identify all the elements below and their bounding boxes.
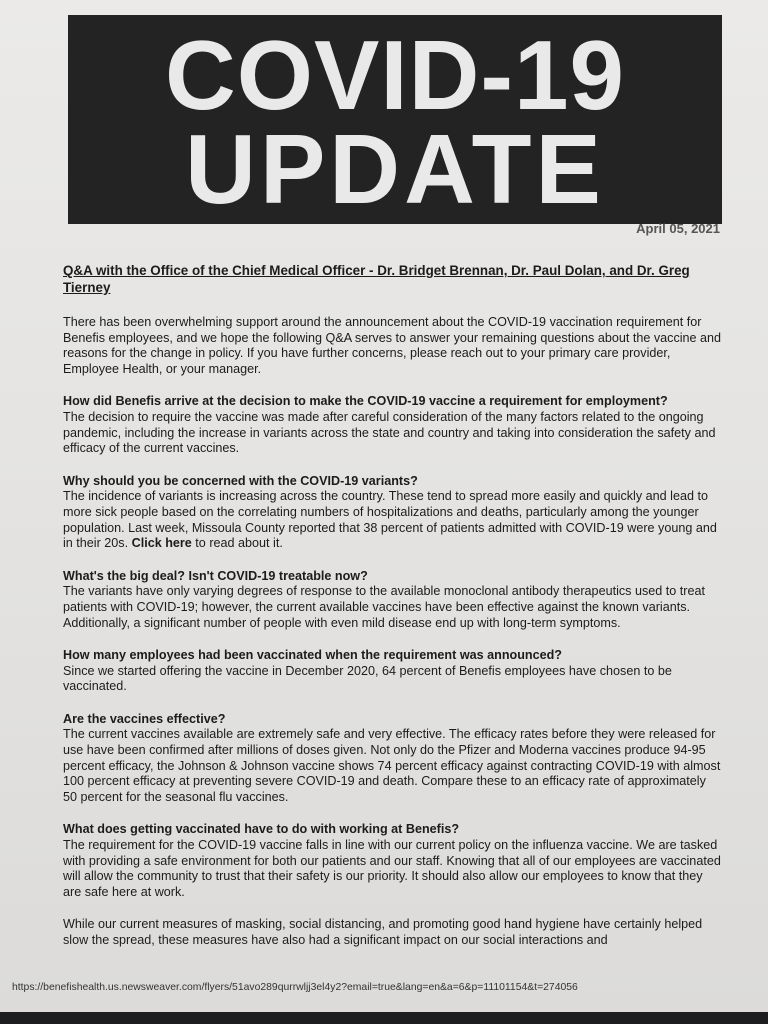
publish-date: April 05, 2021: [636, 221, 720, 236]
answer: Since we started offering the vaccine in December 2020, 64 percent of Benefis employees have chosen to be vaccinated.: [63, 663, 672, 694]
answer-text-after: to read about it.: [191, 536, 283, 551]
question: How many employees had been vaccinated when the requirement was announced?: [63, 648, 562, 663]
answer: The current vaccines available are extremely safe and very effective. The efficacy rates before they were released for use have been confirmed after millions of doses given. Not only do the Pfizer and Moderna vaccines produce 94-95 percent efficacy, the Johnson & Johnson vaccine shows 74 percent efficacy against contracting COVID-19 with almost 100 percent efficacy at preventing severe COVID-19 and death. Compare these to an efficacy rate of approximately 50 percent for the seasonal flu vaccines.: [63, 727, 721, 804]
qa-item: [63, 394, 723, 456]
answer-text: The incidence of variants is increasing across the country. These tend to spread more easily and quickly and lead to more sick people based on the correlating numbers of hospitalizations and deaths, particularly among the younger population. Last week, Missoula County reported that 38 percent of patients admitted with COVID-19 were young and in their 20s.: [63, 489, 717, 551]
article-headline: Q&A with the Office of the Chief Medical Officer - Dr. Bridget Brennan, Dr. Paul Dolan, and Dr. Greg Tierney: [63, 263, 690, 295]
banner-line-1: COVID-19: [164, 20, 625, 130]
question: How did Benefis arrive at the decision to make the COVID-19 vaccine a requirement for employment?: [63, 394, 668, 409]
qa-item: [63, 712, 723, 806]
closing-paragraph: While our current measures of masking, social distancing, and promoting good hand hygiene have certainly helped slow the spread, these measures have also had a significant impact on our social interactions and: [63, 917, 703, 947]
article-body: [63, 262, 723, 949]
qa-item: [63, 569, 723, 631]
banner-line-2: UPDATE: [185, 114, 605, 224]
answer: The variants have only varying degrees of response to the available monoclonal antibody therapeutics used to treat patients with COVID-19; however, the current available vaccines have been effective against the known variants. Additionally, a significant number of people with even mild disease end up with long-term symptoms.: [63, 584, 705, 630]
question: Are the vaccines effective?: [63, 711, 226, 726]
qa-item: [63, 648, 723, 695]
title-banner: [68, 15, 722, 224]
answer: The requirement for the COVID-19 vaccine falls in line with our current policy on the influenza vaccine. We are tasked with providing a safe environment for both our patients and our staff. Knowing that all of our employees are vaccinated will allow the community to trust that their safety is our priority. It should also allow our employees to know that they are safe here at work.: [63, 838, 721, 899]
qa-item: [63, 474, 723, 552]
question: What's the big deal? Isn't COVID-19 treatable now?: [63, 568, 368, 583]
footer-url: https://benefishealth.us.newsweaver.com/flyers/51avo289qurrwljj3el4y2?email=true&lang=en&a=6&p=11101154&t=274056: [12, 982, 578, 993]
intro-paragraph: There has been overwhelming support around the announcement about the COVID-19 vaccination requirement for Benefis employees, and we hope the following Q&A serves to answer your remaining questions about the vaccine and reasons for the change in policy. If you have further concerns, please reach out to your primary care provider, Employee Health, or your manager.: [63, 315, 722, 376]
answer-with-link: [63, 489, 723, 551]
click-here-link[interactable]: Click here: [131, 536, 192, 551]
answer: The decision to require the vaccine was made after careful consideration of the many factors related to the ongoing pandemic, including the increase in variants across the state and country and taking into consideration the safety and efficacy of the current vaccines.: [63, 409, 716, 456]
question: What does getting vaccinated have to do with working at Benefis?: [63, 822, 460, 837]
qa-item: [63, 822, 723, 900]
question: Why should you be concerned with the COVID-19 variants?: [63, 473, 418, 488]
